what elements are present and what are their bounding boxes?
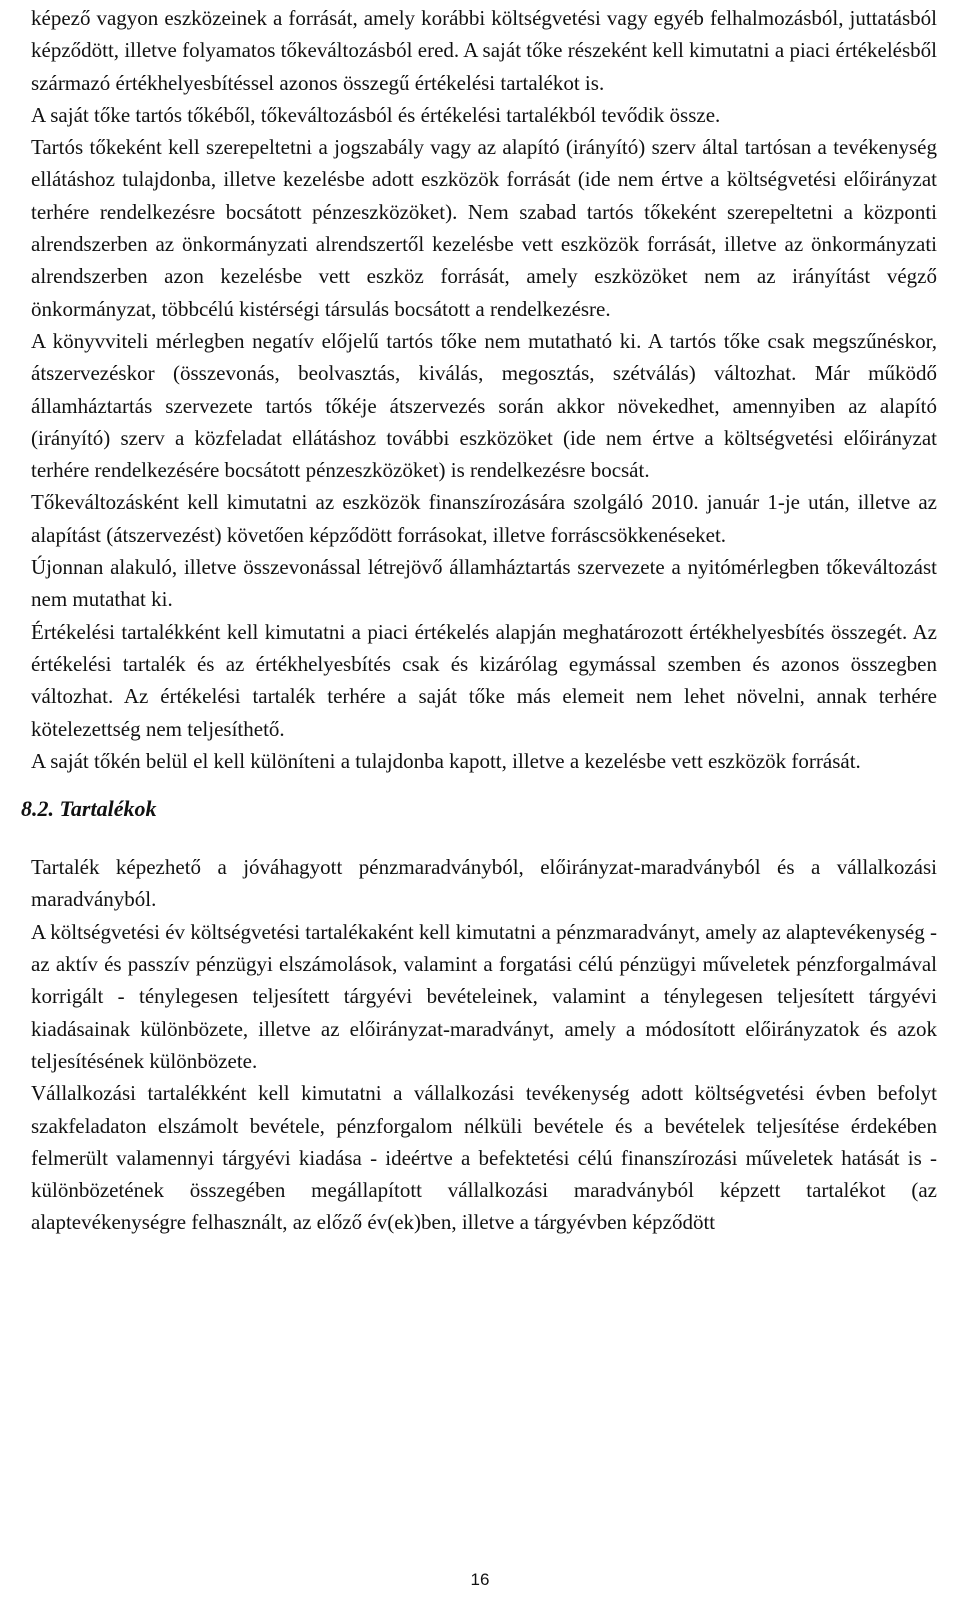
paragraph: A költségvetési év költségvetési tartalékaként kell kimutatni a pénzmaradványt, amely az alaptevékenység - az aktív és passzív pénzügyi elszámolások, valamint a forgatási célú pénzügyi műveletek pénzforgalmával korrigált - ténylegesen teljesített tárgyévi bevételeinek, valamint a ténylegesen teljesített tárgyévi kiadásainak különbözete, illetve az előirányzat-maradványt, amely a módosított előirányzatok és azok teljesítésének különbözete. — [31, 919, 937, 1073]
section-heading: 8.2. Tartalékok — [21, 796, 157, 822]
paragraph: képező vagyon eszközeinek a forrását, amely korábbi költségvetési vagy egyéb felhalmozásból, juttatásból képződött, illetve folyamatos tőkeváltozásból ered. A saját tőke részeként kell kimutatni a piaci értékelésből származó értékhelyesbítéssel azonos összegű értékelési tartalékot is. — [31, 6, 937, 95]
document-page — [21, 2, 937, 1239]
paragraph: A saját tőkén belül el kell különíteni a tulajdonba kapott, illetve a kezelésbe vett eszközök forrását. — [31, 748, 861, 773]
paragraph: A könyvviteli mérlegben negatív előjelű tartós tőke nem mutatható ki. A tartós tőke csak megszűnéskor, átszervezéskor (összevonás, beolvasztás, kiválás, megosztás, szétválás) változhat. Már működő államháztartás szervezete tartós tőkéje átszervezés során akkor növekedhet, amennyiben az alapító (irányító) szerv a közfeladat ellátáshoz további eszközöket (ide nem értve a költségvetési előirányzat terhére rendelkezésére bocsátott pénzeszközöket) is rendelkezésre bocsát. — [31, 328, 937, 483]
paragraph: Újonnan alakuló, illetve összevonással létrejövő államháztartás szervezete a nyitómérlegben tőkeváltozást nem mutathat ki. — [31, 555, 937, 612]
paragraph: Tartós tőkeként kell szerepeltetni a jogszabály vagy az alapító (irányító) szerv által tartósan a tevékenység ellátáshoz tulajdonba, illetve kezelésbe adott eszközök forrását (ide nem értve a költségvetési előirányzat terhére rendelkezésre bocsátott pénzeszközöket). Nem szabad tartós tőkeként szerepeltetni a központi alrendszerben az önkormányzati alrendszertől kezelésbe vett eszközök forrását, illetve az önkormányzati alrendszerben azon kezelésbe vett eszköz forrását, amely eszközöket nem az irányítást végző önkormányzat, többcélú kistérségi társulás bocsátott a rendelkezésre. — [31, 135, 937, 321]
paragraph: Értékelési tartalékként kell kimutatni a piaci értékelés alapján meghatározott értékhelyesbítés összegét. Az értékelési tartalék és az értékhelyesbítés csak és kizárólag egymással szemben és azonos összegben változhat. Az értékelési tartalék terhére a saját tőke más elemeit nem lehet növelni, annak terhére kötelezettség nem teljesíthető. — [31, 619, 937, 741]
paragraph: Vállalkozási tartalékként kell kimutatni a vállalkozási tevékenység adott költségvetési évben befolyt szakfeladaton elszámolt bevétele, pénzforgalom nélküli bevétele és a bevételek teljesítése érdekében felmerült valamennyi tárgyévi kiadása - ideértve a befektetési célú finanszírozási műveletek hatását is - különbözetének összegében megállapított vállalkozási maradványból képzett tartalékot (az alaptevékenységre felhasznált, az előző év(ek)ben, illetve a tárgyévben képződött — [31, 1081, 937, 1235]
paragraph: A saját tőke tartós tőkéből, tőkeváltozásból és értékelési tartalékból tevődik össze. — [31, 102, 721, 127]
page-number: 16 — [470, 1570, 490, 1589]
paragraph: Tartalék képezhető a jóváhagyott pénzmaradványból, előirányzat-maradványból és a vállalkozási maradványból. — [31, 855, 937, 912]
paragraph: Tőkeváltozásként kell kimutatni az eszközök finanszírozására szolgáló 2010. január 1-je után, illetve az alapítást (átszervezést) követően képződött forrásokat, illetve forráscsökkenéseket. — [31, 490, 937, 547]
